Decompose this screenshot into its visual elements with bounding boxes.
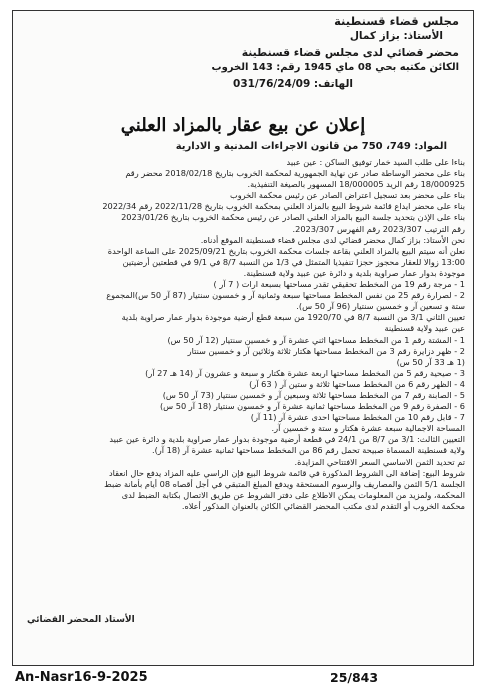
notice-number: 25/843 (330, 670, 379, 685)
body-line: 4 - الظهر رقم 6 من المخطط مساحتها ثلاثة و ستين آر ( 63 آر) (249, 378, 465, 389)
body-line: 2 - ظهر دزايرة رقم 3 من المخطط مساحتها هكتار ثلاثة وثلاثين آر و خمسين سنتار (187, 345, 465, 356)
body-line: 13:00 زوالا للعقار محجوز حجزا تنفيذيا المتمثل في 1/3 من النسبة 8/7 في 9/1 في قطعتين أرضيتين (122, 256, 465, 267)
body-line: بناء على الإذن بتحديد جلسة البيع بالمزاد العلني الصادر عن رئيس محكمة الخروب بتاريخ 2023/01/26 (121, 212, 465, 223)
body-line: المساحة الاجمالية سبعة عشرة هكتار و ستة و خمسين آر. (271, 423, 465, 434)
notice-legal-articles: المواد: 749، 750 من قانون الاجراءات المدنية و الادارية (175, 141, 447, 152)
header-office-address: الكائن مكتبه بحي 08 ماي 1945 رقم: 143 الخروب (211, 62, 459, 73)
signature-bailiff: الأستاذ المحضر القضائي (27, 615, 135, 625)
body-line: 6 - الصفرة رقم 9 من المخطط مساحتها ثمانية عشرة آر و خمسون سنتيار (18 آر 50 س) (159, 401, 465, 412)
body-line: 1 - مرجة رقم 19 من المخطط تحقيقي تقدر مساحتها بسبعة ارات ( 7 آر ) (213, 279, 465, 290)
body-line: ولاية قسنطينة المسماة صبيحة تحمل رقم 86 من المخطط مساحتها ثمانية عشرة آر (18 آر). (151, 445, 465, 456)
body-line: 1 - المشتة رقم 1 من المخطط مساحتها اثني عشرة آر و خمسين سنتيار (12 آر 50 س) (167, 334, 465, 345)
body-line: بناء على محضر بعد تسجيل اعتراض الصادر عن رئيس محكمة الخروب (230, 190, 465, 201)
body-line: التعيين الثالث: 3/1 من 8/7 من 24/1 في قطعة أرضية موجودة بدوار عمار صراوية بلدية و دائرة عين عبيد (109, 434, 465, 445)
announcement-frame (12, 10, 474, 666)
body-line: 3 - صيحية رقم 5 من المخطط مساحتها اربعة عشرة هكتار و سبعة و عشرون آر (14 هـ 27 آر) (145, 367, 465, 378)
body-line: نعلن أنه سيتم البيع بالمزاد العلني بقاعة جلسات محكمة الخروب بتاريخ 2025/09/21 على الساعة الواحدة (107, 245, 465, 256)
header-bailiff-name: الأستاذ: بزاز كمال (349, 30, 443, 42)
notice-title: إعلان عن بيع عقار بالمزاد العلني (120, 115, 366, 136)
body-line: بناءا على طلب السيد خمار توفيق الساكن : عين عبيد (286, 157, 465, 167)
newspaper-reference: An-Nasr16-9-2025 (15, 670, 148, 685)
body-line: المحكمة، ولمزيد من المعلومات يمكن الاطلاع على دفتر الشروط عن طريق الاتصال بكتابة الضبط لدى (121, 489, 465, 500)
body-line: (1 هـ 33 آر 50 س) (396, 356, 465, 367)
body-line: تم تحديد الثمن الاساسي السعر الافتتاحي المزايدة. (294, 456, 465, 467)
notice-body (19, 157, 465, 512)
body-line: تعيين الثاني 3/1 من النسبة 8/7 في 1920/70 من سبعة قطع أرضية موجودة بدوار عمار صراوية بلدية (121, 312, 465, 323)
header-phone: الهاتف: 031/76/24/09 (233, 78, 353, 90)
header-bailiff-title: محضر قضائي لدى مجلس قضاء قسنطينة (241, 46, 459, 59)
body-line: بناء على محضر ايداع قائمة شروط البيع بالمزاد العلني بمحكمة الخروب بتاريخ 2022/11/28 رقم 2022/34 (102, 201, 465, 212)
body-line: عين عبيد ولاية قسنطينة (384, 323, 465, 334)
body-line: 7 - قابل رقم 10 من المخطط مساحتها احدى عشرة آر (11 آر) (250, 412, 465, 423)
body-line: محكمة الخروب أو التقدم لدى مكتب المحضر القضائي الكائن بالعنوان المذكور أعلاه. (181, 500, 465, 511)
body-line: 2 - لصرارة رقم 25 من نفس المخطط مساحتها سبعة وثمانية آر و خمسون سنتيار (87 آر 50 س)المجموع (106, 290, 465, 301)
body-line: الجلسة 5/1 الثمن والمصاريف والرسوم المستحقة ويدفع المبلغ المتبقي في أجل أقصاه 08 أيام بأمانة ضبط (104, 478, 465, 489)
body-line: ستة و تسعين آر و خمسين سنتيار (96 آر 50 س). (296, 301, 465, 312)
header-council: مجلس قضاء قسنطينة (334, 14, 459, 28)
body-line: نحن الأستاذ: بزاز كمال محضر قضائي لدى مجلس قضاء قسنطينة الموقع أدناه. (200, 234, 465, 245)
body-line: شروط البيع: إضافة الى الشروط المذكورة في قائمة شروط البيع فإن الراسي عليه المزاد يدفع حال انعقاد (108, 467, 465, 478)
body-line: 5 - الصابنة رقم 7 من المخطط مساحتها ثلاثة وسبعين آر و خمسين سنتيار (73 آر 50 س) (162, 389, 465, 400)
body-line: بناء على محضر الوساطة صادر عن نهاية الجمهورية لمحكمة الخروب بتاريخ 2018/02/18 محضر رقم (125, 168, 465, 179)
body-line: رقم الترتيب 2023/307 رقم الفهرس 2023/307. (292, 223, 465, 234)
body-line: 18/000925 رقم الريد 18/000005 المسهور بالصيغة التنفيذية. (247, 179, 465, 190)
body-line: موجودة بدوار عمار صراوية بلدية و دائرة عين عبيد ولاية قسنطينة. (243, 267, 465, 278)
